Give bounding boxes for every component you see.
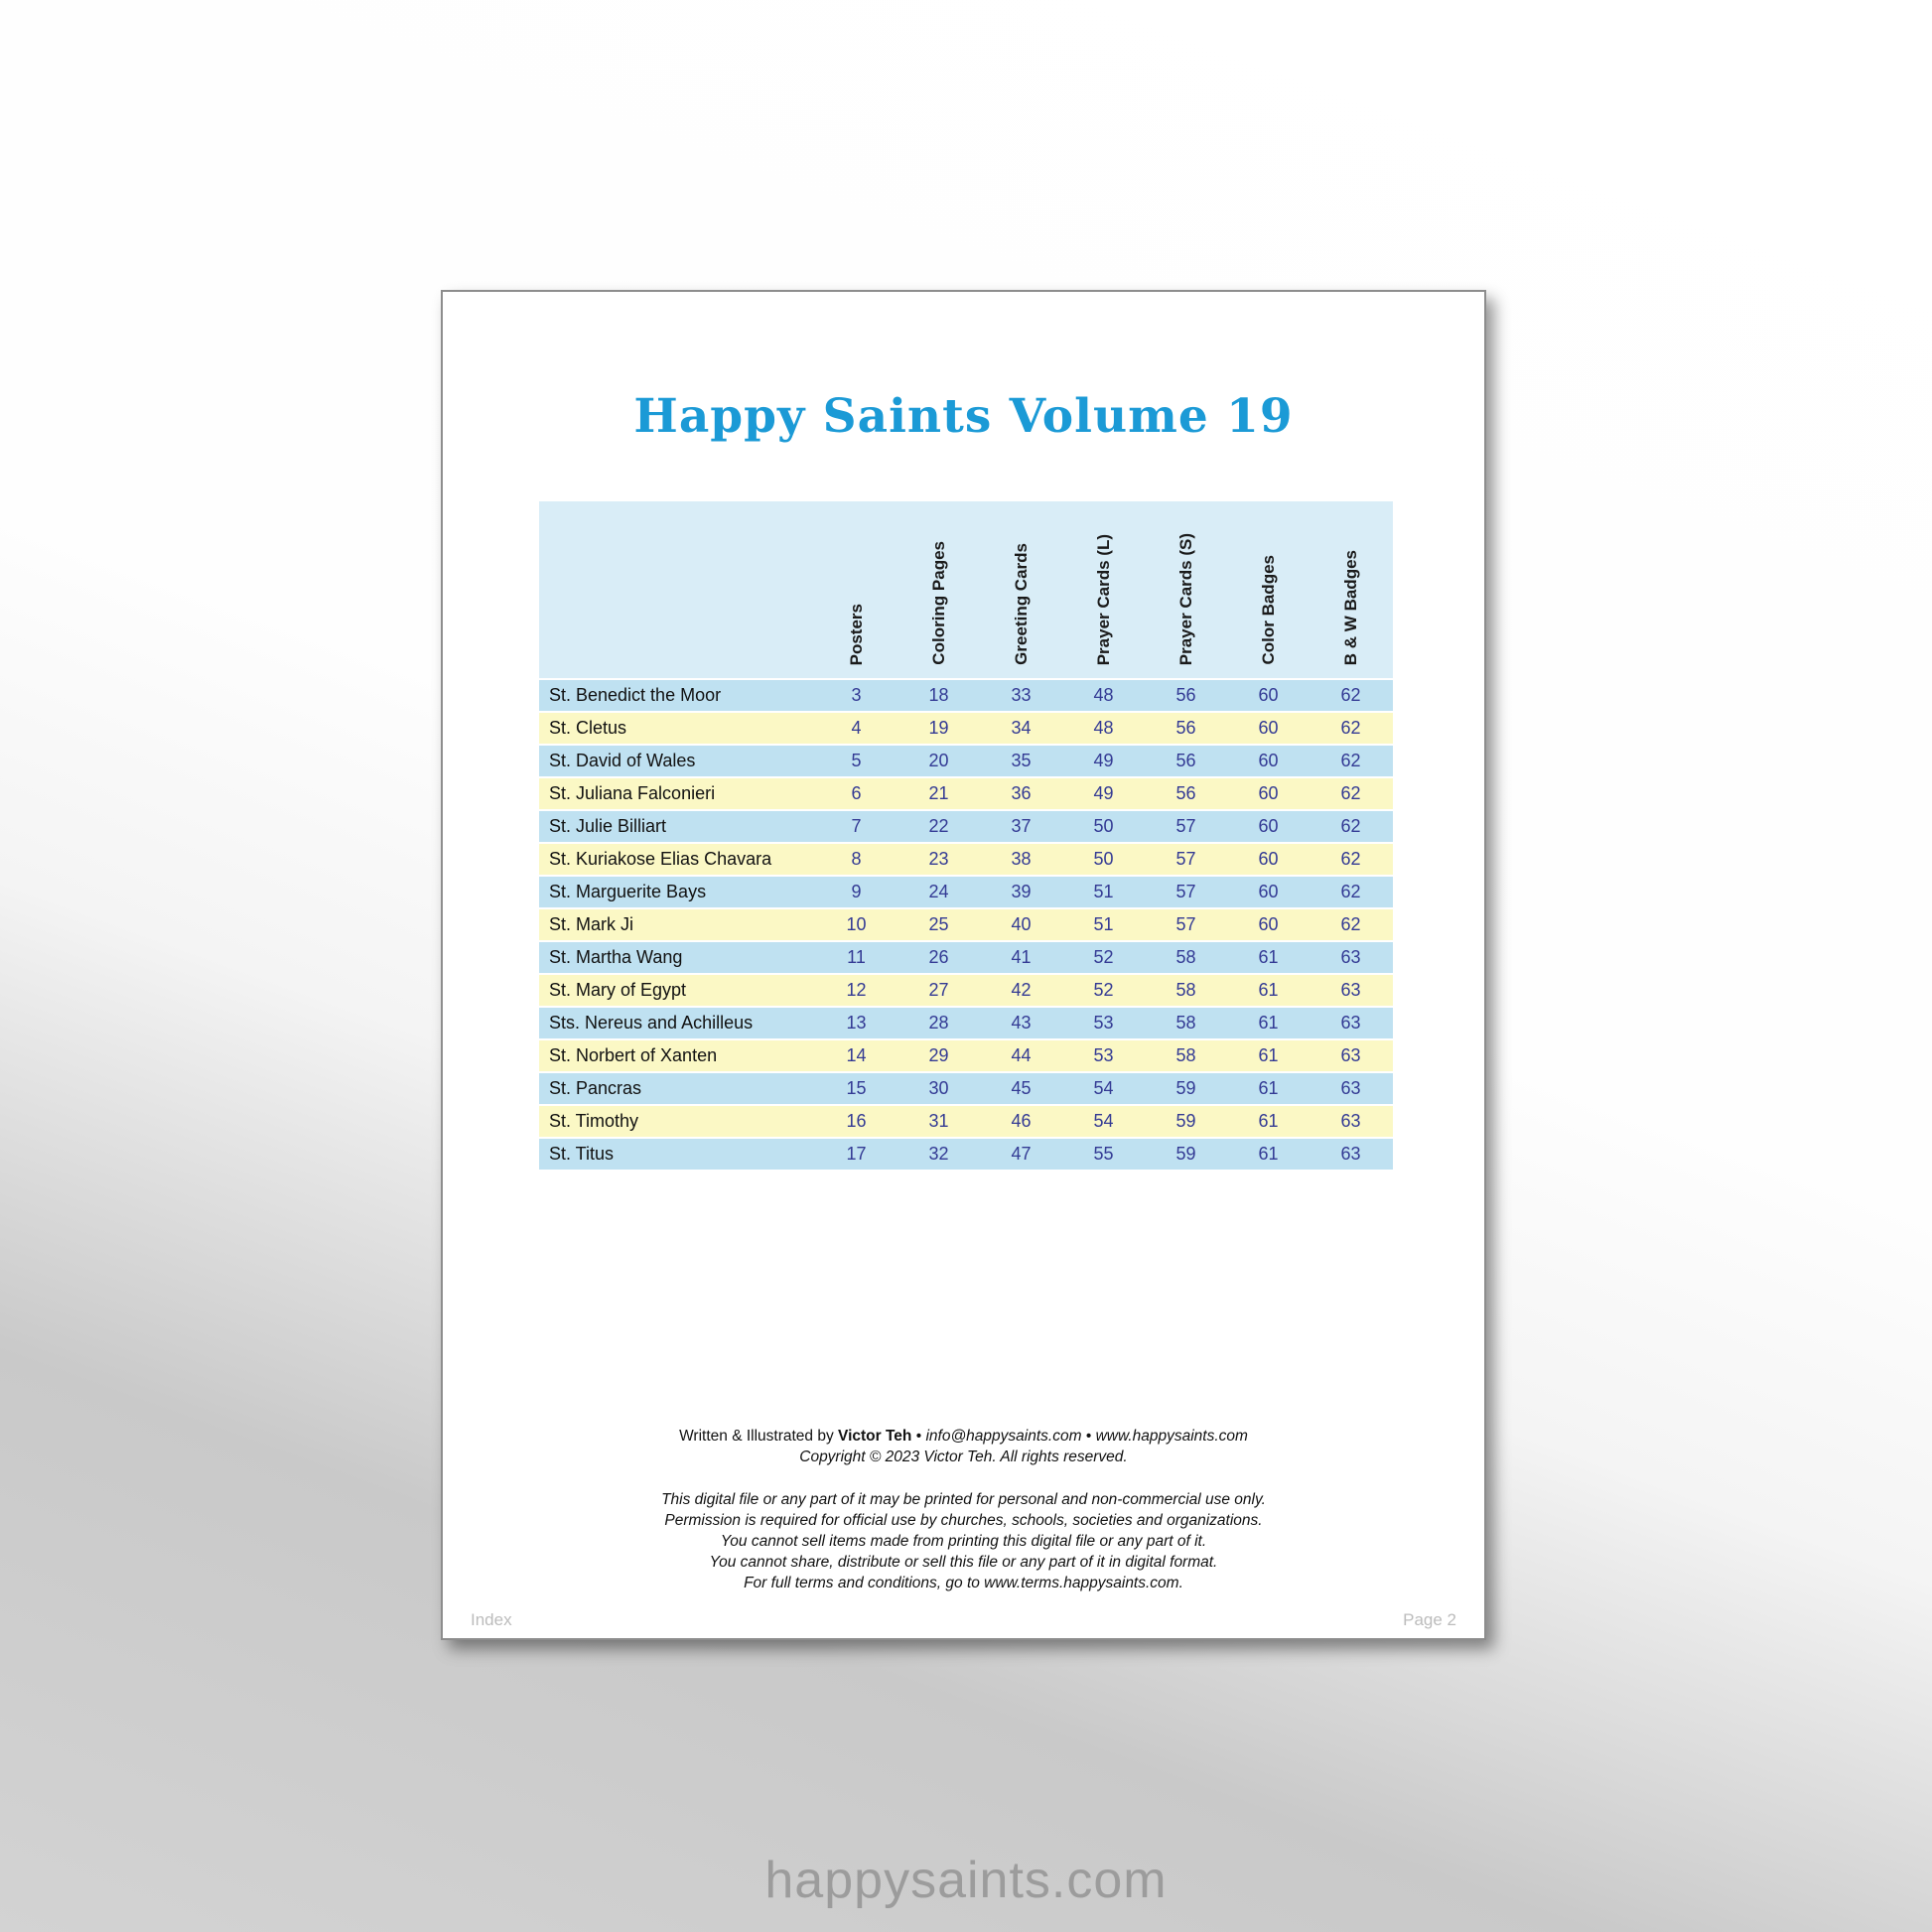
page-number-cell: 47 xyxy=(1011,1144,1032,1164)
header-col-coloring-pages xyxy=(897,501,980,678)
page-number-cell: 45 xyxy=(1011,1078,1032,1098)
page-number-cell: 43 xyxy=(1011,1013,1032,1033)
page-number-cell: 58 xyxy=(1175,1045,1196,1065)
page-number-cell: 10 xyxy=(846,914,867,934)
column-label: Color Badges xyxy=(1258,555,1278,665)
page-number-cell: 60 xyxy=(1258,718,1279,738)
table-row xyxy=(539,942,1393,973)
page-number-cell: 4 xyxy=(851,718,862,738)
header-col-greeting-cards xyxy=(980,501,1062,678)
page-number-cell: 20 xyxy=(928,751,949,770)
page-number-cell: 56 xyxy=(1175,718,1196,738)
table-body xyxy=(539,680,1393,1170)
page-number-cell: 40 xyxy=(1011,914,1032,934)
page-number-cell: 60 xyxy=(1258,882,1279,901)
column-label: Prayer Cards (L) xyxy=(1093,533,1113,665)
table-row xyxy=(539,1040,1393,1071)
author-name: Victor Teh xyxy=(838,1428,912,1445)
page-number-cell: 5 xyxy=(851,751,862,770)
page-number-cell: 63 xyxy=(1340,947,1361,967)
page-number-cell: 62 xyxy=(1340,849,1361,869)
column-label: Posters xyxy=(846,603,866,665)
page-number-cell: 62 xyxy=(1340,685,1361,705)
page-number-cell: 61 xyxy=(1258,1078,1279,1098)
page-number-cell: 60 xyxy=(1258,849,1279,869)
table-row xyxy=(539,713,1393,744)
page-number-cell: 14 xyxy=(846,1045,867,1065)
page-number-cell: 17 xyxy=(846,1144,867,1164)
page-number-cell: 8 xyxy=(851,849,862,869)
page-number-cell: 30 xyxy=(928,1078,949,1098)
page-number-cell: 38 xyxy=(1011,849,1032,869)
website-url: www.happysaints.com xyxy=(1095,1428,1248,1445)
page-number-cell: 28 xyxy=(928,1013,949,1033)
page-number-cell: 57 xyxy=(1175,882,1196,901)
page-number-cell: 54 xyxy=(1093,1078,1114,1098)
page-number-cell: 63 xyxy=(1340,1078,1361,1098)
saint-name: St. Juliana Falconieri xyxy=(549,783,716,803)
header-name-spacer xyxy=(539,501,815,678)
page-number-cell: 18 xyxy=(928,685,949,705)
page-number-cell: 60 xyxy=(1258,783,1279,803)
page-number-cell: 29 xyxy=(928,1045,949,1065)
header-col-prayer-cards-s xyxy=(1145,501,1227,678)
site-watermark: happysaints.com xyxy=(764,1852,1168,1909)
page-number-cell: 3 xyxy=(851,685,862,705)
page-number-cell: 59 xyxy=(1175,1144,1196,1164)
column-label: Prayer Cards (S) xyxy=(1175,532,1195,665)
page-number-cell: 39 xyxy=(1011,882,1032,901)
page-number-cell: 61 xyxy=(1258,1111,1279,1131)
page-number-cell: 60 xyxy=(1258,914,1279,934)
page-number-cell: 57 xyxy=(1175,849,1196,869)
page-number-cell: 61 xyxy=(1258,1144,1279,1164)
page-number-cell: 54 xyxy=(1093,1111,1114,1131)
page-number-cell: 59 xyxy=(1175,1078,1196,1098)
page-number-cell: 52 xyxy=(1093,980,1114,1000)
page-number-cell: 24 xyxy=(928,882,949,901)
column-label: Greeting Cards xyxy=(1011,543,1031,665)
page-number-cell: 61 xyxy=(1258,947,1279,967)
page-number-cell: 9 xyxy=(851,882,862,901)
saint-name: St. Martha Wang xyxy=(549,947,683,967)
page-number-cell: 33 xyxy=(1011,685,1032,705)
table-row xyxy=(539,1073,1393,1104)
page-number-cell: 6 xyxy=(851,783,862,803)
page-number-cell: 63 xyxy=(1340,1111,1361,1131)
column-label: B & W Badges xyxy=(1340,549,1360,665)
page-number-cell: 50 xyxy=(1093,816,1114,836)
credit-block xyxy=(443,1426,1484,1467)
page-number-cell: 58 xyxy=(1175,947,1196,967)
separator-dot: • xyxy=(915,1428,922,1445)
page-number-cell: 35 xyxy=(1011,751,1032,770)
contact-email: info@happysaints.com xyxy=(925,1428,1082,1445)
page-number-cell: 57 xyxy=(1175,816,1196,836)
page-number-cell: 56 xyxy=(1175,685,1196,705)
index-table xyxy=(539,501,1393,1172)
page-number-cell: 32 xyxy=(928,1144,949,1164)
page-number-cell: 37 xyxy=(1011,816,1032,836)
saint-name: St. Titus xyxy=(549,1144,615,1164)
legal-line: You cannot share, distribute or sell this file or any part of it in digital format. xyxy=(709,1554,1218,1571)
page-number-cell: 60 xyxy=(1258,685,1279,705)
table-row xyxy=(539,1008,1393,1038)
page-number-cell: 34 xyxy=(1011,718,1032,738)
page-number-cell: 22 xyxy=(928,816,949,836)
header-col-prayer-cards-l xyxy=(1062,501,1145,678)
table-row xyxy=(539,975,1393,1006)
page-number-cell: 63 xyxy=(1340,1013,1361,1033)
header-col-color-badges xyxy=(1227,501,1310,678)
legal-block xyxy=(443,1489,1484,1593)
page-number-cell: 53 xyxy=(1093,1013,1114,1033)
table-row xyxy=(539,1106,1393,1137)
page-number-cell: 58 xyxy=(1175,980,1196,1000)
page-number-cell: 62 xyxy=(1340,914,1361,934)
page-number-cell: 61 xyxy=(1258,1045,1279,1065)
table-row xyxy=(539,680,1393,711)
footer-section-label: Index xyxy=(471,1610,512,1629)
page-number-cell: 56 xyxy=(1175,783,1196,803)
legal-line: Permission is required for official use by churches, schools, societies and organizations. xyxy=(664,1512,1263,1529)
page-number-cell: 55 xyxy=(1093,1144,1114,1164)
page-number-cell: 12 xyxy=(846,980,867,1000)
page-number-cell: 26 xyxy=(928,947,949,967)
sheet-footer xyxy=(443,1610,1484,1630)
page-title: Happy Saints Volume 19 xyxy=(633,389,1294,444)
page-number-cell: 23 xyxy=(928,849,949,869)
table-row xyxy=(539,909,1393,940)
page-number-cell: 60 xyxy=(1258,816,1279,836)
page-number-cell: 51 xyxy=(1093,914,1114,934)
page-number-cell: 62 xyxy=(1340,751,1361,770)
document-page xyxy=(441,290,1486,1640)
page-number-cell: 7 xyxy=(851,816,862,836)
table-row xyxy=(539,778,1393,809)
page-number-cell: 62 xyxy=(1340,882,1361,901)
page-number-cell: 50 xyxy=(1093,849,1114,869)
page-number-cell: 31 xyxy=(928,1111,949,1131)
saint-name: St. Benedict the Moor xyxy=(549,685,722,705)
saint-name: St. David of Wales xyxy=(549,751,696,770)
saint-name: St. Kuriakose Elias Chavara xyxy=(549,849,772,869)
saint-name: St. Norbert of Xanten xyxy=(549,1045,718,1065)
page-number-cell: 63 xyxy=(1340,980,1361,1000)
page-number-cell: 48 xyxy=(1093,718,1114,738)
saint-name: St. Mark Ji xyxy=(549,914,634,934)
page-number-cell: 15 xyxy=(846,1078,867,1098)
page-number-cell: 51 xyxy=(1093,882,1114,901)
header-col-posters xyxy=(815,501,897,678)
page-number-cell: 16 xyxy=(846,1111,867,1131)
page-number-cell: 52 xyxy=(1093,947,1114,967)
page-number-cell: 11 xyxy=(847,947,866,967)
table-row xyxy=(539,746,1393,776)
saint-name: St. Mary of Egypt xyxy=(549,980,687,1000)
credit-prefix: Written & Illustrated by xyxy=(679,1428,834,1445)
credit-line xyxy=(443,1426,1484,1447)
legal-line: For full terms and conditions, go to www.terms.happysaints.com. xyxy=(744,1575,1183,1591)
page-number-cell: 49 xyxy=(1093,751,1114,770)
page-number-cell: 56 xyxy=(1175,751,1196,770)
saint-name: St. Pancras xyxy=(549,1078,642,1098)
page-number-cell: 62 xyxy=(1340,816,1361,836)
page-number-cell: 59 xyxy=(1175,1111,1196,1131)
page-number-cell: 57 xyxy=(1175,914,1196,934)
page-number-cell: 44 xyxy=(1011,1045,1032,1065)
saint-name: St. Julie Billiart xyxy=(549,816,667,836)
page-number-cell: 58 xyxy=(1175,1013,1196,1033)
page-number-cell: 25 xyxy=(928,914,949,934)
page-number-cell: 19 xyxy=(928,718,949,738)
saint-name: St. Marguerite Bays xyxy=(549,882,707,901)
table-row xyxy=(539,1139,1393,1170)
column-label: Coloring Pages xyxy=(928,541,948,665)
page-number-cell: 48 xyxy=(1093,685,1114,705)
copyright-line: Copyright © 2023 Victor Teh. All rights reserved. xyxy=(799,1449,1128,1465)
page-number-cell: 42 xyxy=(1011,980,1032,1000)
page-number-cell: 63 xyxy=(1340,1045,1361,1065)
table-row xyxy=(539,811,1393,842)
page-number-cell: 61 xyxy=(1258,1013,1279,1033)
page-number-cell: 27 xyxy=(928,980,949,1000)
page-number-cell: 53 xyxy=(1093,1045,1114,1065)
table-header-row xyxy=(539,501,1393,678)
saint-name: Sts. Nereus and Achilleus xyxy=(549,1013,754,1033)
page-number-cell: 21 xyxy=(928,783,949,803)
saint-name: St. Timothy xyxy=(549,1111,639,1131)
separator-dot: • xyxy=(1085,1428,1092,1445)
page-number-cell: 60 xyxy=(1258,751,1279,770)
table-row xyxy=(539,877,1393,907)
page-number-cell: 62 xyxy=(1340,783,1361,803)
legal-line: You cannot sell items made from printing this digital file or any part of it. xyxy=(720,1533,1207,1550)
header-col-bw-badges xyxy=(1310,501,1392,678)
page-number-cell: 36 xyxy=(1011,783,1032,803)
page-number-cell: 63 xyxy=(1340,1144,1361,1164)
page-number-cell: 13 xyxy=(846,1013,867,1033)
table-row xyxy=(539,844,1393,875)
page-number-cell: 62 xyxy=(1340,718,1361,738)
footer-page-number: Page 2 xyxy=(1403,1610,1456,1629)
page-number-cell: 61 xyxy=(1258,980,1279,1000)
page-number-cell: 46 xyxy=(1011,1111,1032,1131)
page-number-cell: 49 xyxy=(1093,783,1114,803)
page-number-cell: 41 xyxy=(1011,947,1032,967)
saint-name: St. Cletus xyxy=(549,718,627,738)
legal-line: This digital file or any part of it may be printed for personal and non-commercial use only. xyxy=(661,1491,1266,1508)
